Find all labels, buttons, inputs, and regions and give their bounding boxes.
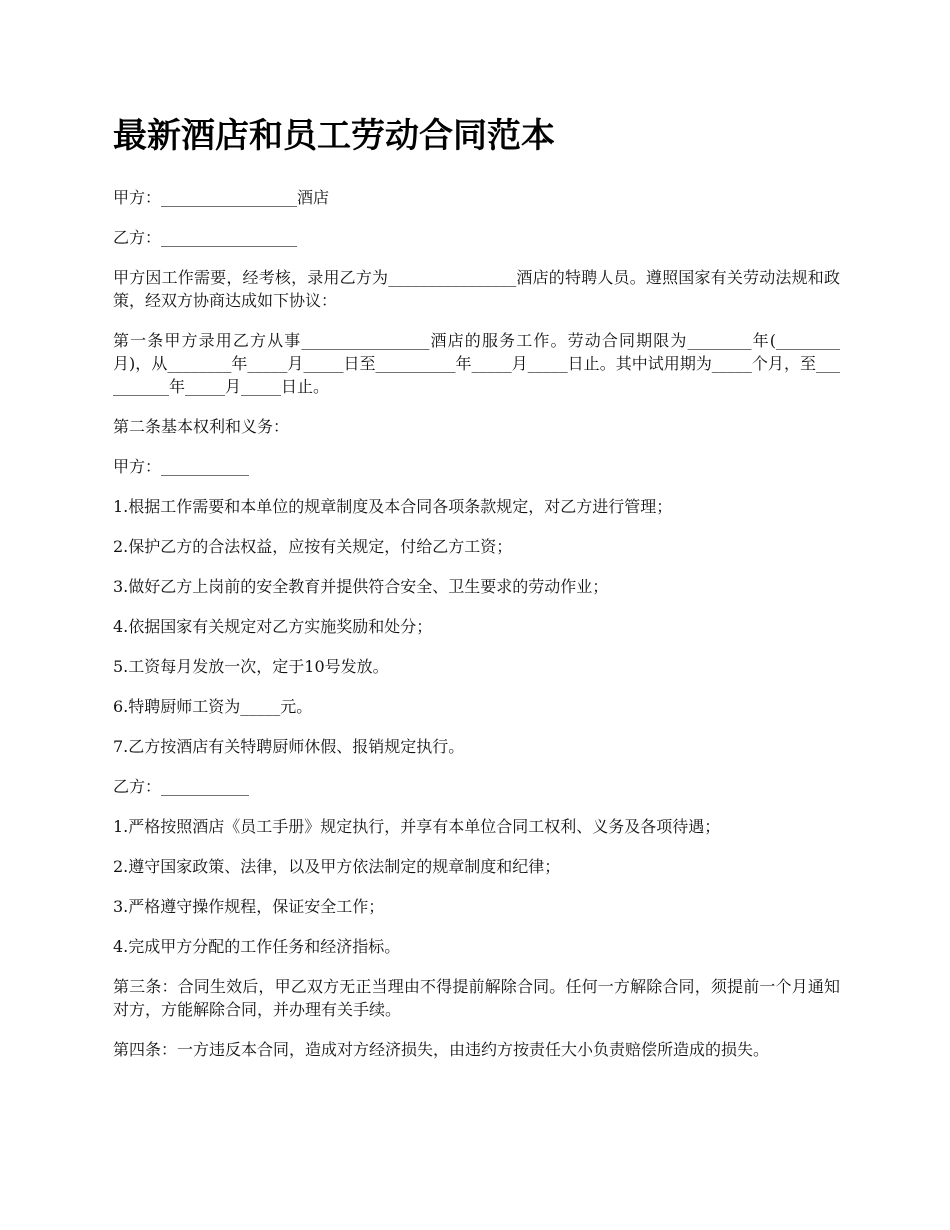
party-a-duty-1: 1.根据工作需要和本单位的规章制度及本合同各项条款规定，对乙方进行管理； — [113, 497, 673, 516]
party-a-duty-3: 3.做好乙方上岗前的安全教育并提供符合安全、卫生要求的劳动作业； — [113, 577, 609, 596]
party-b-line: 乙方：_________________ — [113, 228, 298, 247]
article-4-paragraph: 第四条：一方违反本合同，造成对方经济损失，由违约方按责任大小负责赔偿所造成的损失。 — [113, 1040, 770, 1059]
preamble-paragraph: 甲方因工作需要，经考核，录用乙方为________________酒店的特聘人员。遵照国家有关劳动法规和政策，经双方协商达成如下协议： — [113, 268, 840, 310]
party-a-line: 甲方：_________________酒店 — [113, 188, 330, 207]
party-a-duties-heading: 甲方：___________ — [113, 457, 250, 476]
party-b-duty-2: 2.遵守国家政策、法律，以及甲方依法制定的规章制度和纪律； — [113, 857, 561, 876]
party-b-duty-3: 3.严格遵守操作规程，保证安全工作； — [113, 897, 385, 916]
party-a-duty-2: 2.保护乙方的合法权益，应按有关规定，付给乙方工资； — [113, 537, 513, 556]
party-a-duty-7: 7.乙方按酒店有关特聘厨师休假、报销规定执行。 — [113, 737, 465, 756]
party-b-duty-4: 4.完成甲方分配的工作任务和经济指标。 — [113, 937, 401, 956]
article-3-paragraph: 第三条：合同生效后，甲乙双方无正当理由不得提前解除合同。任何一方解除合同，须提前一个月通知对方，方能解除合同，并办理有关手续。 — [113, 977, 840, 1019]
document-page — [113, 112, 840, 1078]
party-b-duty-1: 1.严格按照酒店《员工手册》规定执行，并享有本单位合同工权利、义务及各项待遇； — [113, 817, 721, 836]
party-a-duty-4: 4.依据国家有关规定对乙方实施奖励和处分； — [113, 617, 433, 636]
article-2-heading: 第二条基本权利和义务： — [113, 417, 290, 436]
party-b-duties-heading: 乙方：___________ — [113, 777, 250, 796]
party-a-duty-6: 6.特聘厨师工资为_____元。 — [113, 697, 313, 716]
document-title: 最新酒店和员工劳动合同范本 — [113, 116, 555, 156]
article-1-paragraph: 第一条甲方录用乙方从事________________酒店的服务工作。劳动合同期限为________年(________月)，从________年_____月_____日至__________年_____月_____日止。其中试用期为_____个月，至__________年_____月_____日止。 — [113, 331, 840, 396]
party-a-duty-5: 5.工资每月发放一次，定于10号发放。 — [113, 657, 389, 676]
